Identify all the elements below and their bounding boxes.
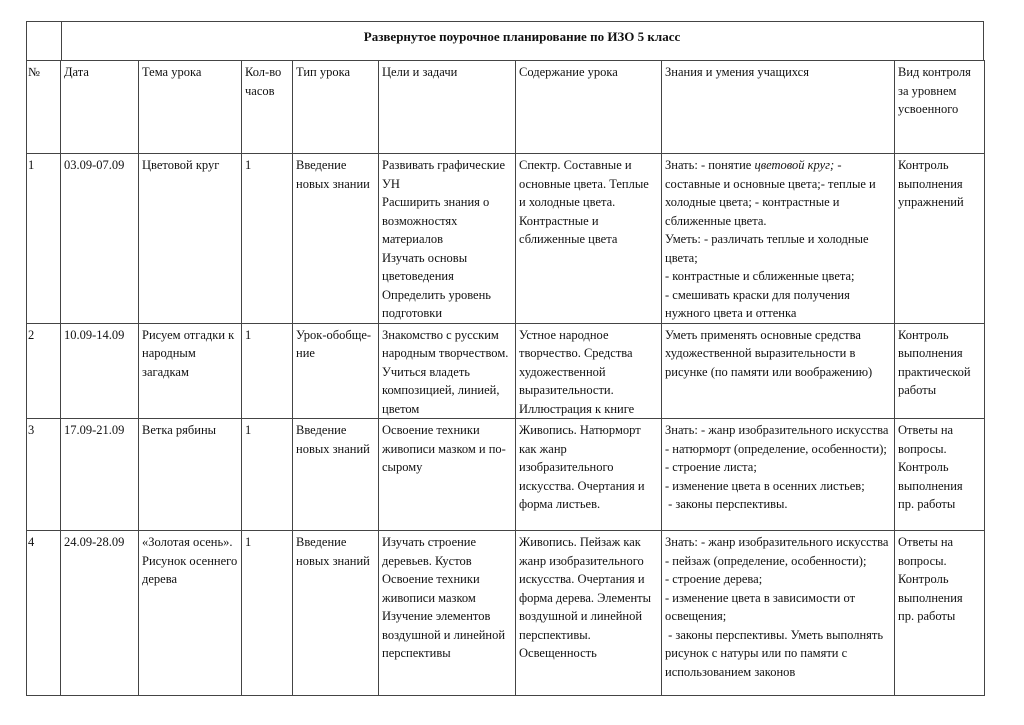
skills-line: Знать: - жанр изобразительного искусства - пейзаж (определение, особенности);	[665, 535, 892, 568]
cell-topic: Рисуем отгадки к народным загадкам	[139, 323, 242, 419]
cell-topic: «Золотая осень». Рисунок осеннего дерева	[139, 531, 242, 696]
skills-line: - составные и основные цвета;- теплые и холодные цвета; - контрастные и сближенные цвета.	[665, 158, 876, 228]
cell-skills	[662, 323, 895, 419]
cell-num: 1	[27, 154, 61, 324]
goal-line: Изучение элементов воздушной и линейной перспективы	[382, 609, 509, 660]
cell-control: Ответы на вопросы. Контроль выполнения пр. работы	[895, 531, 985, 696]
table-header-row	[27, 61, 985, 154]
skills-line: - смешивать краски для получения нужного цвета и оттенка	[665, 287, 853, 320]
cell-content: Живопись. Пейзаж как жанр изобразительного искусства. Очертания и форма дерева. Элементы воздушной и линейной перспективы. Освещенность	[516, 531, 662, 696]
header-control: Вид контроля за уровнем усвоенного	[895, 61, 985, 154]
cell-content: Живопись. Натюрморт как жанр изобразительного искусства. Очертания и форма листьев.	[516, 419, 662, 531]
header-num: №	[27, 61, 61, 154]
cell-control: Контроль выполнения упражнений	[895, 154, 985, 324]
cell-type: Урок-обобще-ние	[293, 323, 379, 419]
skills-line: - законы перспективы. Уметь выполнять рисунок с натуры или по памяти с использованием законов	[665, 627, 887, 679]
goal-line: Изучать основы цветоведения	[382, 250, 471, 283]
cell-date: 17.09-21.09	[61, 419, 139, 531]
cell-skills	[662, 154, 895, 324]
skills-line: - изменение цвета в осенних листьев;	[665, 478, 865, 493]
goal-line: Расширить знания о возможностях материалов	[382, 195, 493, 246]
cell-num: 3	[27, 419, 61, 531]
cell-type: Введение новых знании	[293, 154, 379, 324]
cell-topic: Ветка рябины	[139, 419, 242, 531]
cell-goals	[379, 323, 516, 419]
skills-line: - изменение цвета в зависимости от освещения;	[665, 590, 859, 623]
skills-lead: Знать: - понятие	[665, 158, 755, 172]
cell-num: 2	[27, 323, 61, 419]
cell-content: Устное народное творчество. Средства художественной выразительности. Иллюстрация к книге	[516, 323, 662, 419]
lesson-plan-sheet	[26, 21, 984, 696]
skills-italic-term: цветовой круг;	[754, 158, 835, 172]
goal-line: Освоение техники живописи мазком и по-сырому	[382, 423, 506, 474]
header-hours: Кол-во часов	[242, 61, 293, 154]
header-skills: Знания и умения учащихся	[662, 61, 895, 154]
skills-line: - законы перспективы.	[665, 497, 788, 511]
cell-type: Введение новых знаний	[293, 419, 379, 531]
table-row	[27, 419, 985, 531]
skills-line: Уметь: - различать теплые и холодные цвета;	[665, 232, 872, 265]
cell-control: Контроль выполнения практической работы	[895, 323, 985, 419]
goal-line: Освоение техники живописи мазком	[382, 572, 483, 605]
skills-line: Знать: - жанр изобразительного искусства - натюрморт (определение, особенности);	[665, 423, 892, 456]
cell-goals	[379, 419, 516, 531]
goal-line: Изучать строение деревьев. Кустов	[382, 535, 480, 568]
header-goals: Цели и задачи	[379, 61, 516, 154]
goal-line: Знакомство с русским народным творчеством. Учиться владеть композицией, линией, цветом	[382, 327, 512, 416]
cell-goals	[379, 154, 516, 324]
skills-line: Уметь применять основные средства художественной выразительности в рисунке (по памяти или воображению)	[665, 327, 873, 379]
header-content: Содержание урока	[516, 61, 662, 154]
header-topic: Тема урока	[139, 61, 242, 154]
table-row	[27, 154, 985, 324]
cell-goals	[379, 531, 516, 696]
cell-control: Ответы на вопросы. Контроль выполнения пр. работы	[895, 419, 985, 531]
cell-hours: 1	[242, 323, 293, 419]
cell-skills	[662, 419, 895, 531]
lesson-table	[26, 60, 985, 696]
table-row	[27, 531, 985, 696]
title-gap-cell	[27, 22, 62, 60]
cell-date: 24.09-28.09	[61, 531, 139, 696]
goal-line: Развивать графические УН	[382, 158, 509, 191]
table-row	[27, 323, 985, 419]
cell-content: Спектр. Составные и основные цвета. Теплые и холодные цвета. Контрастные и сближенные цвета	[516, 154, 662, 324]
cell-date: 03.09-07.09	[61, 154, 139, 324]
cell-hours: 1	[242, 531, 293, 696]
cell-type: Введение новых знаний	[293, 531, 379, 696]
cell-topic: Цветовой круг	[139, 154, 242, 324]
header-date: Дата	[61, 61, 139, 154]
cell-skills	[662, 531, 895, 696]
header-type: Тип урока	[293, 61, 379, 154]
goal-line: Определить уровень подготовки	[382, 287, 495, 320]
skills-line: - строение листа;	[665, 460, 757, 474]
cell-num: 4	[27, 531, 61, 696]
cell-date: 10.09-14.09	[61, 323, 139, 419]
cell-hours: 1	[242, 154, 293, 324]
cell-hours: 1	[242, 419, 293, 531]
page-title: Развернутое поурочное планирование по ИЗО 5 класс	[363, 29, 681, 44]
skills-line: - строение дерева;	[665, 572, 763, 586]
title-row	[26, 21, 984, 60]
skills-line: - контрастные и сближенные цвета;	[665, 269, 855, 283]
